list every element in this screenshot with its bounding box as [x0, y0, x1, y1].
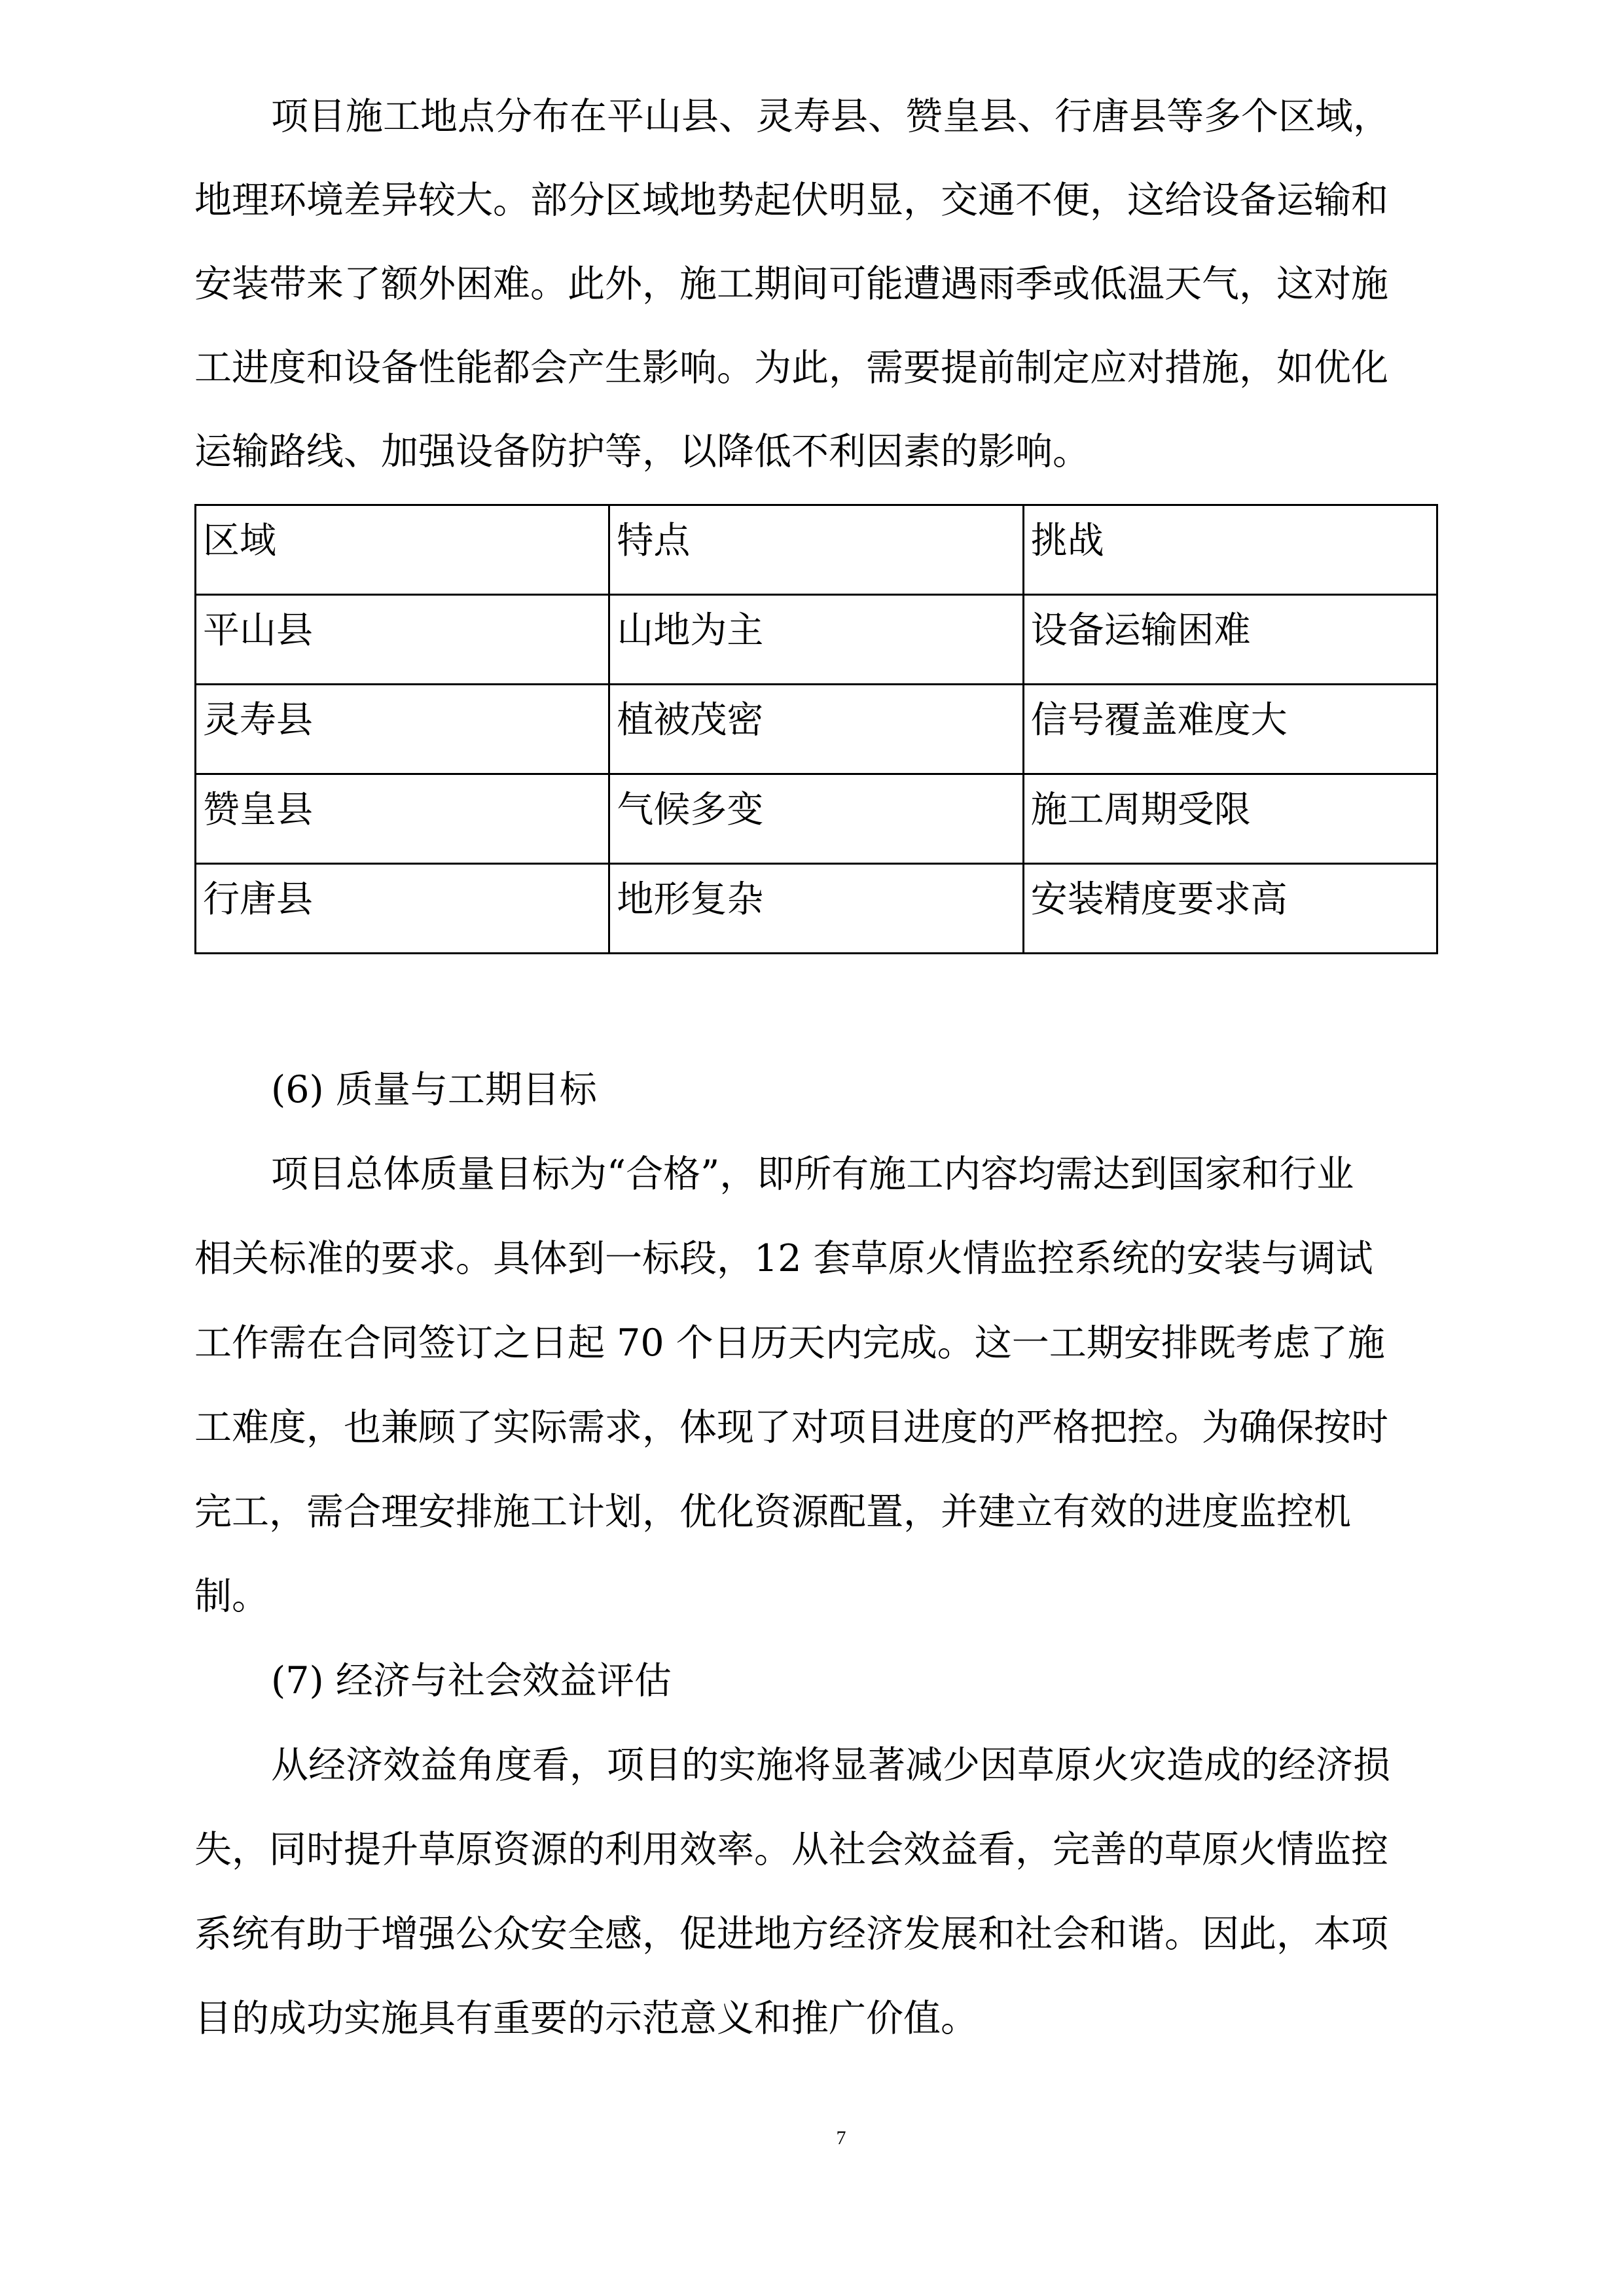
table-cell: 气候多变 — [609, 774, 1023, 864]
table-cell: 平山县 — [196, 595, 609, 685]
region-table — [194, 504, 1438, 954]
text-line: 工难度，也兼顾了实际需求，体现了对项目进度的严格把控。为确保按时 — [194, 1406, 1388, 1449]
table-cell: 植被茂密 — [609, 685, 1023, 774]
text-line: 安装带来了额外困难。此外，施工期间可能遭遇雨季或低温天气，这对施 — [194, 262, 1388, 306]
table-cell: 信号覆盖难度大 — [1023, 685, 1437, 774]
text-line: 从经济效益角度看，项目的实施将显著减少因草原火灾造成的经济损 — [271, 1744, 1390, 1787]
table-cell: 灵寿县 — [196, 685, 609, 774]
table-cell: 设备运输困难 — [1023, 595, 1437, 685]
text-line: 完工，需合理安排施工计划，优化资源配置，并建立有效的进度监控机 — [194, 1490, 1351, 1534]
text-line: 失，同时提升草原资源的利用效率。从社会效益看，完善的草原火情监控 — [194, 1828, 1388, 1871]
text-line: 工进度和设备性能都会产生影响。为此，需要提前制定应对措施，如优化 — [194, 346, 1388, 389]
header-cell: 挑战 — [1023, 505, 1437, 595]
text-line: 项目总体质量目标为“合格”，即所有施工内容均需达到国家和行业 — [271, 1153, 1354, 1196]
table-row — [196, 774, 1437, 864]
section-heading-7: (7) 经济与社会效益评估 — [271, 1659, 672, 1702]
text-line: 相关标准的要求。具体到一标段，12 套草原火情监控系统的安装与调试 — [194, 1237, 1373, 1280]
table-cell: 赞皇县 — [196, 774, 609, 864]
text-line: 项目施工地点分布在平山县、灵寿县、赞皇县、行唐县等多个区域， — [271, 95, 1390, 138]
table-row — [196, 685, 1437, 774]
text-line: 工作需在合同签订之日起 70 个日历天内完成。这一工期安排既考虑了施 — [194, 1321, 1385, 1365]
table-cell: 行唐县 — [196, 864, 609, 954]
table-cell: 山地为主 — [609, 595, 1023, 685]
table-row — [196, 595, 1437, 685]
page-number: 7 — [836, 2127, 846, 2149]
section-heading-6: (6) 质量与工期目标 — [271, 1068, 597, 1111]
text-line: 制。 — [194, 1575, 269, 1618]
header-cell: 区域 — [196, 505, 609, 595]
text-line: 地理环境差异较大。部分区域地势起伏明显，交通不便，这给设备运输和 — [194, 179, 1388, 222]
text-line: 系统有助于增强公众安全感，促进地方经济发展和社会和谐。因此，本项 — [194, 1912, 1388, 1956]
header-cell: 特点 — [609, 505, 1023, 595]
table-cell: 地形复杂 — [609, 864, 1023, 954]
text-line: 目的成功实施具有重要的示范意义和推广价值。 — [194, 1997, 978, 2040]
text-line: 运输路线、加强设备防护等，以降低不利因素的影响。 — [194, 430, 1090, 473]
table-row — [196, 864, 1437, 954]
table-header-row — [196, 505, 1437, 595]
table-cell: 安装精度要求高 — [1023, 864, 1437, 954]
table-cell: 施工周期受限 — [1023, 774, 1437, 864]
